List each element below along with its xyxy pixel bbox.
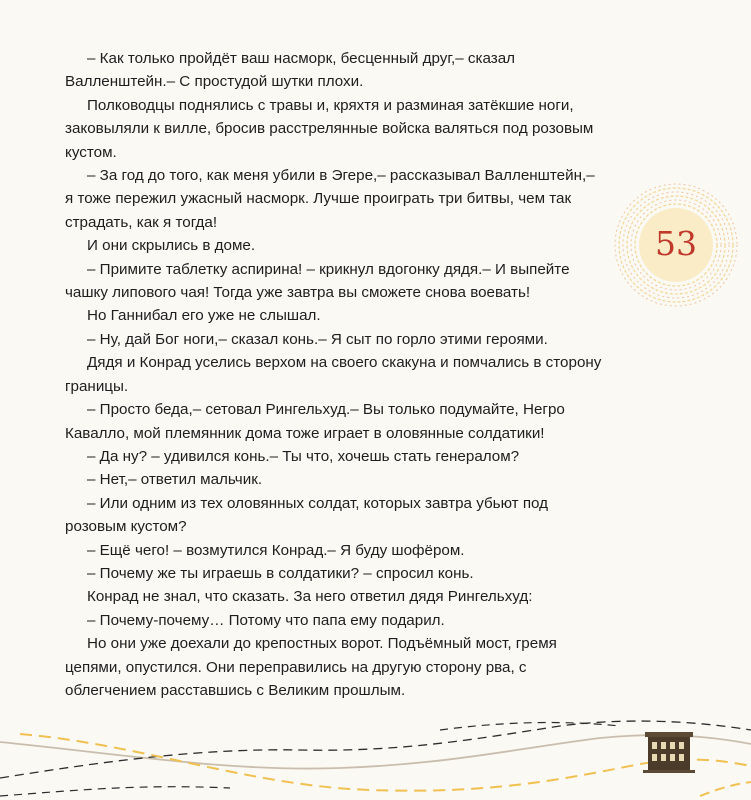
paragraph: Конрад не знал, что сказать. За него ответил дядя Рингельхуд: <box>87 588 533 606</box>
page-number: 53 <box>655 223 697 263</box>
paragraph: Дядя и Конрад уселись верхом на своего скакуна и помчались в сторону границы. <box>65 354 602 395</box>
paragraph: И они скрылись в доме. <box>87 237 256 255</box>
paragraph: Но они уже доехали до крепостных ворот. Подъёмный мост, гремя цепями, опустился. Они переправились на другую сторону рва, с облегчением расставшись с Великим прошлым. <box>65 635 557 699</box>
paragraph: – Почему же ты играешь в солдатики? – спросил конь. <box>87 564 474 582</box>
paragraph: – Ну, дай Бог ноги,– сказал конь.– Я сыт по горло этими героями. <box>87 330 548 348</box>
paragraph: – Как только пройдёт ваш насморк, бесценный друг,– сказал Валленштейн.– С простудой шутки плохи. <box>65 50 516 91</box>
paragraph: – Ещё чего! – возмутился Конрад.– Я буду шофёром. <box>87 541 465 559</box>
paragraph: Но Ганнибал его уже не слышал. <box>87 307 321 325</box>
paragraph: – Да ну? – удивился конь.– Ты что, хочешь стать генералом? <box>87 447 520 465</box>
paragraph: – За год до того, как меня убили в Эгере,– рассказывал Валленштейн,– я тоже пережил ужасный насморк. Лучше проиграть три битвы, чем так страдать, как я тогда! <box>65 167 595 231</box>
bottom-decoration <box>0 700 751 800</box>
body-text <box>65 47 605 702</box>
paragraph: Полководцы поднялись с травы и, кряхтя и разминая затёкшие ноги, заковыляли к вилле, бросив расстрелянные войска валяться под розовым кустом. <box>65 96 594 161</box>
paragraph: – Примите таблетку аспирина! – крикнул вдогонку дядя.– И выпейте чашку липового чая! Тогда уже завтра вы сможете снова воевать! <box>65 260 570 302</box>
paragraph: – Почему-почему… Потому что папа ему подарил. <box>87 611 445 629</box>
building-icon <box>643 732 695 773</box>
page-number-badge <box>611 180 741 310</box>
paragraph: – Или одним из тех оловянных солдат, которых завтра убьют под розовым кустом? <box>65 494 549 536</box>
paragraph: – Просто беда,– сетовал Рингельхуд.– Вы только подумайте, Негро Кавалло, мой племянник дома тоже играет в оловянные солдатики! <box>65 401 565 442</box>
paragraph: – Нет,– ответил мальчик. <box>87 471 263 489</box>
